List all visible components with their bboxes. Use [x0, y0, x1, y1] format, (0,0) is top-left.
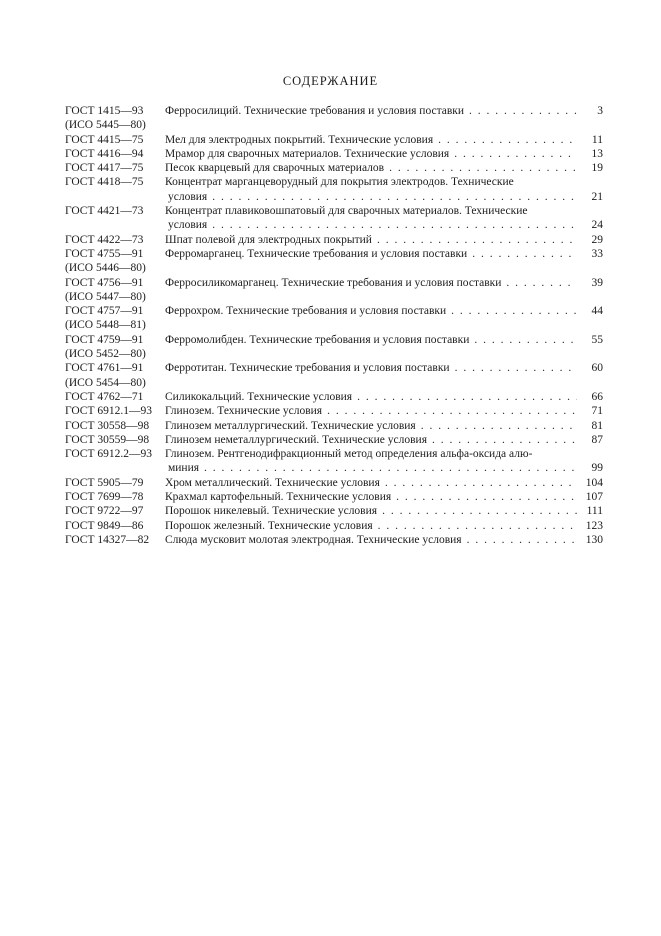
dot-leader: [427, 433, 577, 447]
toc-row: [65, 461, 603, 475]
entry-title: Концентрат плавиковошпатовый для сварочных материалов. Технические: [165, 205, 528, 218]
toc-entry: [165, 218, 603, 232]
toc-row: [65, 133, 603, 147]
entry-title: миния: [168, 462, 200, 475]
gost-code: ГОСТ 9849—86: [65, 519, 144, 532]
gost-code: ГОСТ 30559—98: [65, 433, 150, 446]
entry-title: условия: [168, 219, 208, 232]
toc-row: [65, 118, 603, 132]
page-number: 3: [597, 105, 603, 117]
dot-leader: [207, 218, 577, 232]
gost-code: (ИСО 5452—80): [65, 348, 146, 361]
toc-row: [65, 390, 603, 404]
toc-row: [65, 347, 603, 361]
entry-title: Ферромарганец. Технические требования и условия поставки: [165, 247, 468, 260]
entry-title: Порошок железный. Технические условия: [165, 519, 373, 532]
dot-leader: [416, 419, 577, 433]
toc-entry: [165, 476, 603, 490]
entry-title: Ферротитан. Технические требования и условия поставки: [165, 362, 450, 375]
toc-entry: [165, 233, 603, 247]
dot-leader: [469, 333, 577, 347]
toc-row: [65, 161, 603, 175]
toc-entry: [165, 175, 603, 189]
dot-leader: [377, 504, 577, 518]
gost-code: ГОСТ 4756—91: [65, 276, 144, 289]
toc-entry: [165, 533, 603, 547]
toc-entry: [165, 161, 603, 175]
entry-title: Глинозем. Технические условия: [165, 405, 323, 418]
gost-code: ГОСТ 9722—97: [65, 505, 144, 518]
page-number: 104: [585, 476, 603, 489]
toc-row: [65, 447, 603, 461]
entry-title: Слюда мусковит молотая электродная. Технические условия: [165, 533, 462, 546]
page-number: 21: [591, 190, 603, 203]
toc-row: [65, 104, 603, 118]
page-number: 44: [591, 305, 603, 318]
toc-title: СОДЕРЖАНИЕ: [282, 74, 379, 88]
toc-row: [65, 318, 603, 332]
toc-entry: [165, 361, 603, 375]
entry-title: Порошок никелевый. Технические условия: [165, 505, 378, 518]
toc-row: [65, 433, 603, 447]
entry-title: Глинозем. Рентгенодифракционный метод определения альфа-оксида алю-: [165, 448, 533, 461]
gost-code: ГОСТ 4757—91: [65, 305, 144, 318]
toc-row: [65, 504, 603, 518]
page-number: 123: [585, 519, 603, 532]
toc-row: [65, 190, 603, 204]
gost-code: ГОСТ 4759—91: [65, 333, 144, 346]
page-number: 130: [585, 533, 603, 546]
entry-title: Мел для электродных покрытий. Технические условия: [165, 133, 434, 146]
page-number: 87: [591, 433, 603, 446]
gost-code: ГОСТ 4755—91: [65, 247, 144, 260]
page-number: 66: [591, 390, 603, 403]
gost-code: (ИСО 5445—80): [65, 119, 146, 132]
entry-title: Песок кварцевый для сварочных материалов: [165, 162, 385, 175]
gost-code: ГОСТ 4418—75: [65, 176, 144, 189]
entry-title: Глинозем неметаллургический. Технические условия: [165, 433, 427, 446]
toc-row: [65, 290, 603, 304]
gost-code: ГОСТ 4762—71: [65, 390, 144, 403]
dot-leader: [352, 390, 577, 404]
toc-row: [65, 519, 603, 533]
toc-entry: [165, 247, 603, 261]
dot-leader: [462, 533, 577, 547]
dot-leader: [322, 404, 577, 418]
entry-title: Шпат полевой для электродных покрытий: [165, 233, 372, 246]
toc-entry: [165, 104, 603, 118]
toc-entry: [165, 133, 603, 147]
toc-row: [65, 218, 603, 232]
page-number: 24: [591, 219, 603, 232]
toc-row: [65, 304, 603, 318]
entry-title: Феррохром. Технические требования и условия поставки: [165, 305, 447, 318]
gost-code: ГОСТ 1415—93: [65, 105, 144, 117]
toc-entry: [165, 461, 603, 475]
dot-leader: [384, 161, 577, 175]
toc-row: [65, 204, 603, 218]
entry-title: Концентрат марганцеворудный для покрытия электродов. Технические: [165, 176, 514, 189]
gost-code: ГОСТ 4417—75: [65, 162, 144, 175]
toc-list: [65, 104, 603, 547]
entry-title: условия: [168, 190, 208, 203]
gost-code: (ИСО 5448—81): [65, 319, 146, 332]
page-number: 111: [586, 505, 603, 518]
toc-entry: [165, 447, 603, 461]
toc-entry: [165, 276, 603, 290]
toc-entry: [165, 204, 603, 218]
dot-leader: [380, 476, 577, 490]
toc-entry: [165, 490, 603, 504]
entry-title: Мрамор для сварочных материалов. Технические условия: [165, 147, 450, 160]
page-number: 39: [591, 276, 603, 289]
toc-row: [65, 233, 603, 247]
gost-code: ГОСТ 5905—79: [65, 476, 144, 489]
page-number: 71: [591, 405, 603, 418]
toc-row: [65, 490, 603, 504]
page-number: 55: [591, 333, 603, 346]
dot-leader: [373, 519, 577, 533]
toc-row: [65, 476, 603, 490]
gost-code: ГОСТ 4421—73: [65, 205, 144, 218]
toc-entry: [165, 504, 603, 518]
dot-leader: [372, 233, 577, 247]
toc-entry: [165, 404, 603, 418]
page-number: 13: [591, 147, 603, 160]
gost-code: ГОСТ 4761—91: [65, 362, 144, 375]
dot-leader: [433, 133, 577, 147]
toc-row: [65, 333, 603, 347]
toc-entry: [165, 190, 603, 204]
page-number: 19: [591, 162, 603, 175]
toc-entry: [165, 519, 603, 533]
page-number: 29: [591, 233, 603, 246]
gost-code: (ИСО 5454—80): [65, 376, 146, 389]
page-number: 107: [585, 491, 603, 504]
toc-row: [65, 361, 603, 375]
dot-leader: [391, 490, 577, 504]
dot-leader: [207, 190, 577, 204]
toc-row: [65, 419, 603, 433]
toc-row: [65, 261, 603, 275]
dot-leader: [450, 361, 577, 375]
gost-code: (ИСО 5446—80): [65, 262, 146, 275]
toc-row: [65, 276, 603, 290]
page-number: 99: [591, 462, 603, 475]
entry-title: Ферросилиций. Технические требования и условия поставки: [165, 105, 465, 117]
toc-entry: [165, 333, 603, 347]
gost-code: (ИСО 5447—80): [65, 290, 146, 303]
entry-title: Хром металлический. Технические условия: [165, 476, 380, 489]
entry-title: Ферросиликомарганец. Технические требования и условия поставки: [165, 276, 502, 289]
toc-entry: [165, 147, 603, 161]
toc-entry: [165, 433, 603, 447]
entry-title: Ферромолибден. Технические требования и условия поставки: [165, 333, 470, 346]
gost-code: ГОСТ 7699—78: [65, 491, 144, 504]
entry-title: Крахмал картофельный. Технические условия: [165, 491, 392, 504]
toc-row: [65, 247, 603, 261]
entry-title: Глинозем металлургический. Технические условия: [165, 419, 416, 432]
gost-code: ГОСТ 30558—98: [65, 419, 150, 432]
toc-row: [65, 533, 603, 547]
gost-code: ГОСТ 4416—94: [65, 147, 144, 160]
dot-leader: [464, 104, 577, 118]
entry-title: Силикокальций. Технические условия: [165, 390, 353, 403]
dot-leader: [199, 461, 577, 475]
gost-code: ГОСТ 6912.1—93: [65, 405, 153, 418]
toc-entry: [165, 304, 603, 318]
toc-entry: [165, 419, 603, 433]
toc-row: [65, 175, 603, 189]
page-number: 33: [591, 247, 603, 260]
gost-code: ГОСТ 14327—82: [65, 533, 150, 546]
gost-code: ГОСТ 6912.2—93: [65, 448, 153, 461]
dot-leader: [501, 276, 577, 290]
toc-row: [65, 376, 603, 390]
dot-leader: [446, 304, 577, 318]
toc-entry: [165, 390, 603, 404]
dot-leader: [449, 147, 577, 161]
page-number: 60: [591, 362, 603, 375]
gost-code: ГОСТ 4422—73: [65, 233, 144, 246]
dot-leader: [467, 247, 577, 261]
toc-row: [65, 404, 603, 418]
page-number: 11: [591, 133, 603, 146]
toc-row: [65, 147, 603, 161]
page-number: 81: [591, 419, 603, 432]
gost-code: ГОСТ 4415—75: [65, 133, 144, 146]
